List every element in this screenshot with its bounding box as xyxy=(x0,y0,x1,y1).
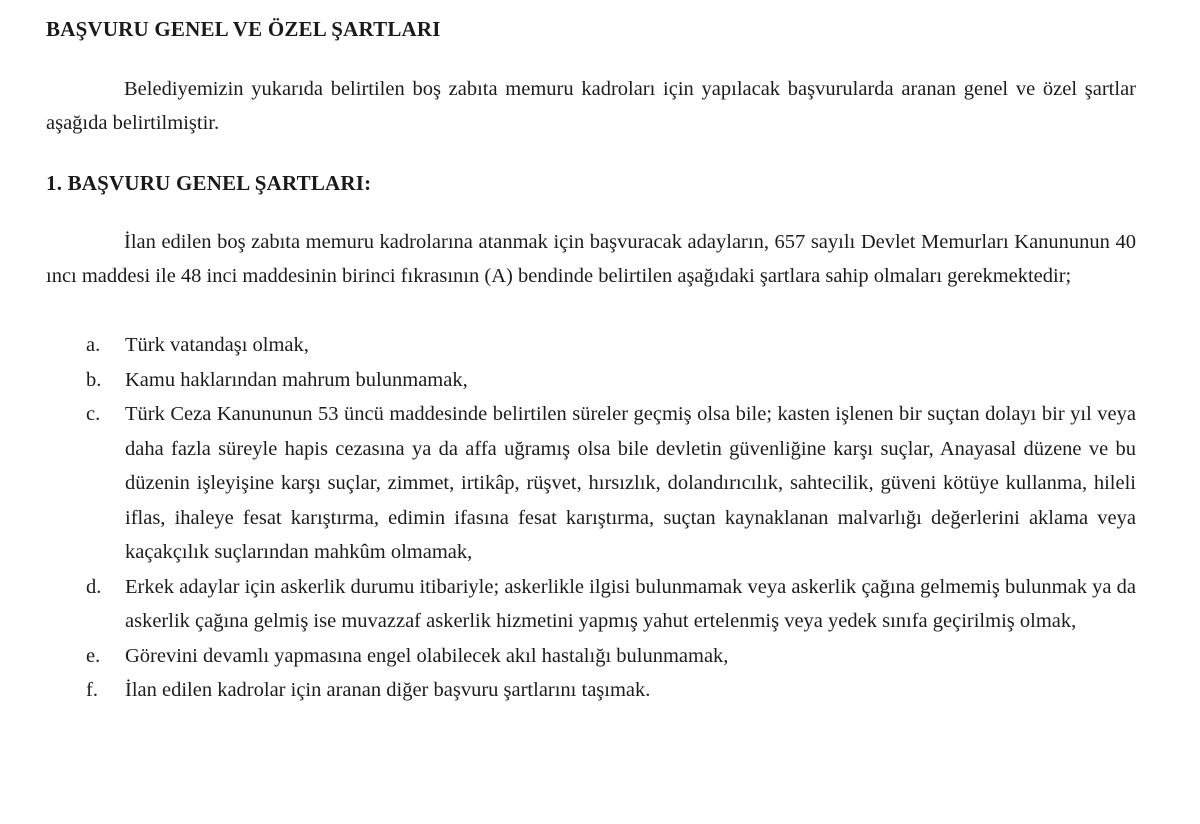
list-item-marker: d. xyxy=(86,575,102,598)
document-title: BAŞVURU GENEL VE ÖZEL ŞARTLARI xyxy=(46,17,441,41)
list-item xyxy=(46,397,1136,570)
list-item xyxy=(46,328,1136,363)
requirements-list xyxy=(46,328,1136,708)
section-1-heading: 1. BAŞVURU GENEL ŞARTLARI: xyxy=(46,171,372,195)
list-item-marker: e. xyxy=(86,644,101,667)
intro-paragraph xyxy=(46,72,1136,140)
list-item-marker: b. xyxy=(86,368,102,391)
list-item xyxy=(46,570,1136,639)
list-item-text: Görevini devamlı yapmasına engel olabilecek akıl hastalığı bulunmamak, xyxy=(125,644,729,667)
list-item-text: Türk Ceza Kanununun 53 üncü maddesinde belirtilen süreler geçmiş olsa bile; kasten işlenen bir suçtan dolayı bir yıl veya daha fazla süreyle hapis cezasına ya da affa uğramış olsa bile devletin güvenliğine karşı suçlar, Anayasal düzene ve bu düzenin işleyişine karşı suçlar, zimmet, irtikâp, rüşvet, hırsızlık, dolandırıcılık, sahtecilik, güveni kötüye kullanma, hileli iflas, ihaleye fesat karıştırma, edimin ifasına fesat karıştırma, suçtan kaynaklanan malvarlığı değerlerini aklama veya kaçakçılık suçlarından mahkûm olmamak, xyxy=(125,403,1136,563)
list-item xyxy=(46,673,1136,708)
list-item-text: Kamu haklarından mahrum bulunmamak, xyxy=(125,368,468,391)
list-item-marker: c. xyxy=(86,403,101,425)
list-item xyxy=(46,639,1136,674)
section-1-intro-paragraph xyxy=(46,225,1136,293)
list-item-text: İlan edilen kadrolar için aranan diğer başvuru şartlarını taşımak. xyxy=(125,679,651,701)
list-item-marker: a. xyxy=(86,334,101,356)
list-item-marker: f. xyxy=(86,679,98,701)
section-1-intro-text: İlan edilen boş zabıta memuru kadrolarına atanmak için başvuracak adayların, 657 sayılı Devlet Memurları Kanununun 40 ıncı maddesi ile 48 inci maddesinin birinci fıkrasının (A) bendinde belirtilen aşağıdaki şartlara sahip olmaları gerekmektedir; xyxy=(46,231,1136,287)
list-item-text: Türk vatandaşı olmak, xyxy=(125,334,309,356)
intro-text: Belediyemizin yukarıda belirtilen boş zabıta memuru kadroları için yapılacak başvurularda aranan genel ve özel şartlar aşağıda belirtilmiştir. xyxy=(46,78,1136,134)
list-item-text: Erkek adaylar için askerlik durumu itibariyle; askerlikle ilgisi bulunmamak veya askerlik çağına gelmemiş bulunmak ya da askerlik çağına gelmiş ise muvazzaf askerlik hizmetini yapmış yahut ertelenmiş veya yedek sınıfa geçirilmiş olmak, xyxy=(125,575,1136,632)
list-item xyxy=(46,363,1136,398)
